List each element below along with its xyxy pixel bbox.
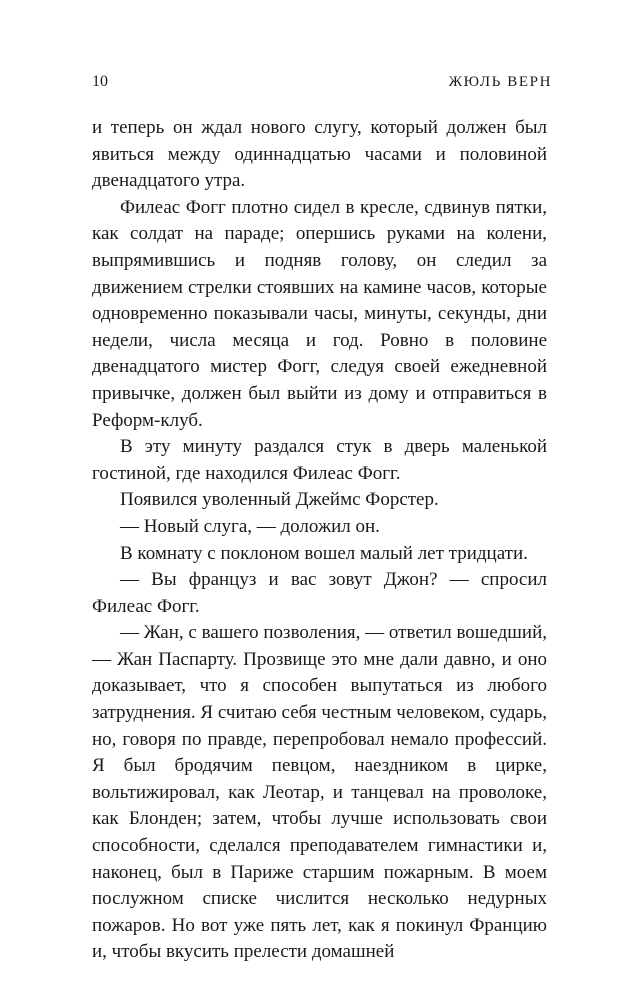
paragraph: Появился уволенный Джеймс Форстер. <box>120 489 439 511</box>
dialogue-line: — Жан, с вашего позволения, — ответил вошедший, — Жан Паспарту. Прозвище это мне дали давно, и оно доказывает, что я способен выпутаться из любого затруднения. Я считаю себя честным человеком, сударь, но, говоря по правде, перепробовал немало профессий. Я был бродячим певцом, наездником в цирке, вольтижировал, как Леотар, и танцевал на проволоке, как Блонден; затем, чтобы лучше использовать свои способности, сделался преподавателем гимнастики и, наконец, был в Париже старшим пожарным. В моем послужном списке числится несколько недурных пожаров. Но вот уже пять лет, как я покинул Францию и, чтобы вкусить прелести домашней <box>92 622 547 963</box>
paragraph: Филеас Фогг плотно сидел в кресле, сдвинув пятки, как солдат на параде; опершись руками на колени, выпрямившись и подняв голову, он следил за движением стрелки стоявших на камине часов, которые одновременно показывали часы, минуты, секунды, дни недели, числа месяца и год. Ровно в половине двенадцатого мистер Фогг, следуя своей ежедневной привычке, должен был выйти из дому и отправиться в Реформ-клуб. <box>92 196 547 431</box>
paragraph: В комнату с поклоном вошел малый лет тридцати. <box>120 542 528 564</box>
paragraph: В эту минуту раздался стук в дверь маленькой гостиной, где находился Филеас Фогг. <box>92 436 547 484</box>
page-header <box>92 70 552 94</box>
dialogue-line: — Новый слуга, — доложил он. <box>120 515 380 537</box>
dialogue-line: — Вы француз и вас зовут Джон? — спросил Филеас Фогг. <box>92 569 547 617</box>
page-number: 10 <box>92 73 108 90</box>
running-head-author: ЖЮЛЬ ВЕРН <box>448 74 552 90</box>
paragraph: и теперь он ждал нового слугу, который должен был явиться между одиннадцатью часами и половиной двенадцатого утра. <box>92 117 547 192</box>
body-text <box>92 115 547 966</box>
